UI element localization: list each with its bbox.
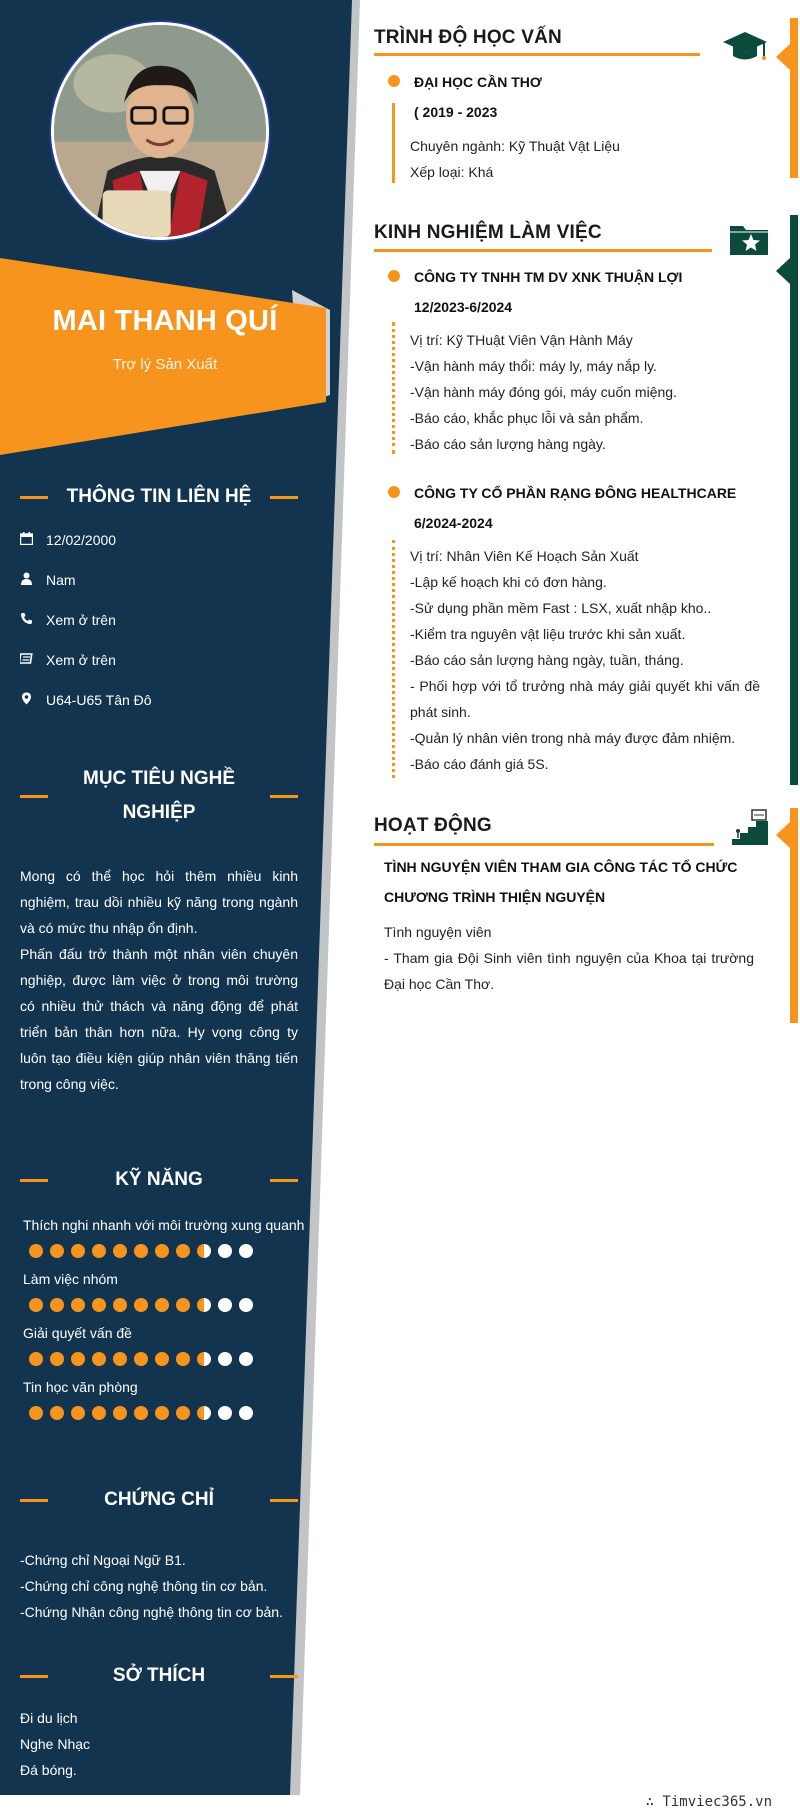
skill-rating-dot [29, 1298, 43, 1312]
contact-value: Xem ở trên [46, 612, 116, 628]
job-timeline [392, 322, 395, 454]
education-side-marker [776, 44, 790, 70]
skill-rating-dot [176, 1406, 190, 1420]
skill-rating-dot [50, 1406, 64, 1420]
job-period: 6/2024-2024 [414, 515, 493, 531]
contact-address [20, 692, 310, 708]
skill-rating-dot [239, 1406, 253, 1420]
objective-title-line2: NGHIỆP [122, 802, 196, 823]
skill-rating [29, 1406, 253, 1420]
profile-photo [51, 22, 269, 240]
activities-side-marker [776, 822, 790, 848]
header-dash [20, 496, 48, 499]
activity-details [384, 919, 754, 997]
activity-desc: - Tham gia Đội Sinh viên tình nguyện của Khoa tại trường Đại học Cần Thơ. [384, 950, 754, 992]
job-company: CÔNG TY TNHH TM DV XNK THUẬN LỢI [414, 269, 683, 285]
skill-rating-dot [218, 1352, 232, 1366]
job-period: 12/2023-6/2024 [414, 299, 513, 315]
skill-rating-dot [176, 1352, 190, 1366]
skill-rating-dot [29, 1406, 43, 1420]
skill-rating-dot [113, 1406, 127, 1420]
experience-title: KINH NGHIỆM LÀM VIỆC [374, 222, 602, 243]
header-dash [270, 496, 298, 499]
skill-rating-dot [239, 1244, 253, 1258]
skill-name: Thích nghi nhanh với môi trường xung quanh [23, 1217, 305, 1233]
education-bullet [388, 75, 400, 87]
skill-rating-dot [113, 1352, 127, 1366]
skill-rating-dot [197, 1298, 211, 1312]
certificate-item: -Chứng Nhận công nghệ thông tin cơ bản. [20, 1604, 283, 1620]
skill-rating [29, 1352, 253, 1366]
job-timeline [392, 540, 395, 778]
location-icon [20, 692, 46, 708]
skill-rating [29, 1244, 253, 1258]
education-side-bar [790, 18, 798, 178]
skill-rating-dot [71, 1244, 85, 1258]
skill-rating-dot [50, 1352, 64, 1366]
activity-heading: TÌNH NGUYỆN VIÊN THAM GIA CÔNG TÁC TỔ CHỨC CHƯƠNG TRÌNH THIỆN NGUYỆN [384, 859, 738, 905]
skill-rating-dot [92, 1244, 106, 1258]
skill-rating-dot [197, 1406, 211, 1420]
contact-value: U64-U65 Tân Đô [46, 692, 152, 708]
contact-birthdate [20, 532, 310, 548]
skill-rating-dot [176, 1298, 190, 1312]
objective-title [48, 762, 270, 830]
skill-rating-dot [218, 1244, 232, 1258]
skill-rating-dot [50, 1244, 64, 1258]
job-line: -Vận hành máy đóng gói, máy cuốn miệng. [410, 384, 677, 400]
skill-rating-dot [155, 1352, 169, 1366]
contact-value: Nam [46, 572, 76, 588]
hobby-item: Đá bóng. [20, 1762, 77, 1778]
header-dash [20, 1499, 48, 1502]
skill-rating-dot [197, 1244, 211, 1258]
activities-side-bar [790, 808, 798, 1023]
certificates-section-header [20, 1483, 298, 1517]
contact-title: THÔNG TIN LIÊN HỆ [66, 486, 252, 507]
skill-rating-dot [134, 1244, 148, 1258]
job-line: Vị trí: Kỹ THuật Viên Vận Hành Máy [410, 332, 633, 348]
objective-text: Mong có thể học hỏi thêm nhiều kinh nghiệm, trau dồi nhiều kỹ năng trong ngành và có mức thu nhập ổn định. Phấn đấu trở thành một nhân viên chuyên nghiệp, được làm việc ở trong môi trường có nhiều thử thách và năng động để phát triển bản thân hơn nữa. Hy vọng công ty luôn tạo điều kiện giúp nhân viên thăng tiến trong công việc. [20, 868, 298, 1092]
contact-section-header [20, 480, 298, 514]
skill-rating-dot [134, 1298, 148, 1312]
header-dash [270, 1499, 298, 1502]
hobbies-title: SỞ THÍCH [112, 1665, 206, 1686]
job-line: -Lập kế hoạch khi có đơn hàng. [410, 574, 607, 590]
header-dash [270, 1179, 298, 1182]
education-details [410, 133, 760, 185]
education-school: ĐẠI HỌC CẦN THƠ [414, 74, 542, 90]
skill-rating-dot [239, 1352, 253, 1366]
skill-rating-dot [71, 1298, 85, 1312]
watermark: ∴ Timviec365.vn [645, 1794, 772, 1810]
contact-value: 12/02/2000 [46, 532, 117, 548]
skill-rating-dot [218, 1406, 232, 1420]
header-dash [20, 1675, 48, 1678]
job-line: -Kiểm tra nguyên vật liệu trước khi sản xuất. [410, 626, 686, 642]
skill-rating-dot [50, 1298, 64, 1312]
header-dash [270, 1675, 298, 1678]
skill-rating-dot [239, 1298, 253, 1312]
skill-rating-dot [92, 1352, 106, 1366]
job-line: -Sử dụng phần mềm Fast : LSX, xuất nhập kho.. [410, 600, 712, 616]
job-line: Vị trí: Nhân Viên Kế Hoạch Sản Xuất [410, 548, 639, 564]
hobby-item: Đi du lịch [20, 1710, 78, 1726]
education-rank: Xếp loại: Khá [410, 164, 494, 180]
certificates-title: CHỨNG CHỈ [104, 1489, 214, 1510]
candidate-role: Trợ lý Sản Xuất [112, 356, 218, 373]
skill-rating-dot [113, 1244, 127, 1258]
skill-rating-dot [176, 1244, 190, 1258]
certificate-item: -Chứng chỉ Ngoại Ngữ B1. [20, 1552, 186, 1568]
activities-rule [374, 843, 714, 846]
header-dash [270, 795, 298, 798]
contact-gender [20, 572, 310, 588]
education-major: Chuyên ngành: Kỹ Thuật Vật Liệu [410, 138, 620, 154]
activity-role: Tình nguyện viên [384, 924, 492, 940]
hobby-item: Nghe Nhạc [20, 1736, 91, 1752]
job-line: -Báo cáo sản lượng hàng ngày, tuần, tháng. [410, 652, 684, 668]
skill-rating-dot [29, 1244, 43, 1258]
skill-rating-dot [29, 1352, 43, 1366]
email-icon [20, 652, 46, 668]
skill-rating-dot [134, 1352, 148, 1366]
education-rule [374, 53, 700, 56]
education-timeline [392, 103, 395, 183]
skill-rating-dot [134, 1406, 148, 1420]
hobbies-section-header [20, 1659, 298, 1693]
folder-star-icon [729, 222, 769, 258]
education-title: TRÌNH ĐỘ HỌC VẤN [374, 27, 562, 48]
education-period: ( 2019 - 2023 [414, 104, 498, 120]
skills-title: KỸ NĂNG [115, 1169, 203, 1190]
skills-section-header [20, 1163, 298, 1197]
activities-title: HOẠT ĐỘNG [374, 815, 492, 836]
job-line: -Báo cáo đánh giá 5S. [410, 756, 549, 772]
skill-rating-dot [155, 1244, 169, 1258]
job-line: -Báo cáo sản lượng hàng ngày. [410, 436, 606, 452]
objective-section-header [20, 762, 298, 830]
skill-rating-dot [71, 1352, 85, 1366]
phone-icon [20, 612, 46, 628]
skill-rating-dot [71, 1406, 85, 1420]
job-details [410, 327, 760, 457]
skill-rating-dot [92, 1298, 106, 1312]
header-dash [20, 795, 48, 798]
skill-name: Giải quyết vấn đề [23, 1325, 132, 1341]
job-company: CÔNG TY CỔ PHẦN RẠNG ĐÔNG HEALTHCARE [414, 485, 737, 501]
skill-rating [29, 1298, 253, 1312]
skill-rating-dot [218, 1298, 232, 1312]
job-line: -Vận hành máy thổi: máy ly, máy nắp ly. [410, 358, 657, 374]
graduation-cap-icon [722, 30, 762, 66]
skill-rating-dot [155, 1298, 169, 1312]
calendar-icon [20, 532, 46, 548]
skill-rating-dot [113, 1298, 127, 1312]
header-dash [20, 1179, 48, 1182]
skill-rating-dot [197, 1352, 211, 1366]
job-details [410, 543, 760, 777]
objective-title-line1: MỤC TIÊU NGHỀ [83, 768, 235, 789]
experience-rule [374, 249, 712, 252]
contact-phone [20, 612, 310, 628]
candidate-name: MAI THANH QUÍ [52, 305, 278, 337]
staircase-goal-icon [730, 809, 770, 845]
job-line: -Quản lý nhân viên trong nhà máy được đảm nhiệm. [410, 730, 736, 746]
person-icon [20, 572, 46, 588]
certificate-item: -Chứng chỉ công nghệ thông tin cơ bản. [20, 1578, 268, 1594]
experience-side-bar [790, 215, 798, 785]
skill-name: Làm việc nhóm [23, 1271, 118, 1287]
skill-name: Tin học văn phòng [23, 1379, 138, 1395]
experience-side-marker [776, 258, 790, 284]
contact-value: Xem ở trên [46, 652, 116, 668]
job-line: - Phối hợp với tổ trưởng nhà máy giải quyết khi vấn đề phát sinh. [410, 678, 760, 720]
job-bullet [388, 486, 400, 498]
contact-email [20, 652, 310, 668]
job-line: -Báo cáo, khắc phục lỗi và sản phẩm. [410, 410, 644, 426]
skill-rating-dot [92, 1406, 106, 1420]
skill-rating-dot [155, 1406, 169, 1420]
job-bullet [388, 270, 400, 282]
sidebar [0, 0, 370, 1795]
